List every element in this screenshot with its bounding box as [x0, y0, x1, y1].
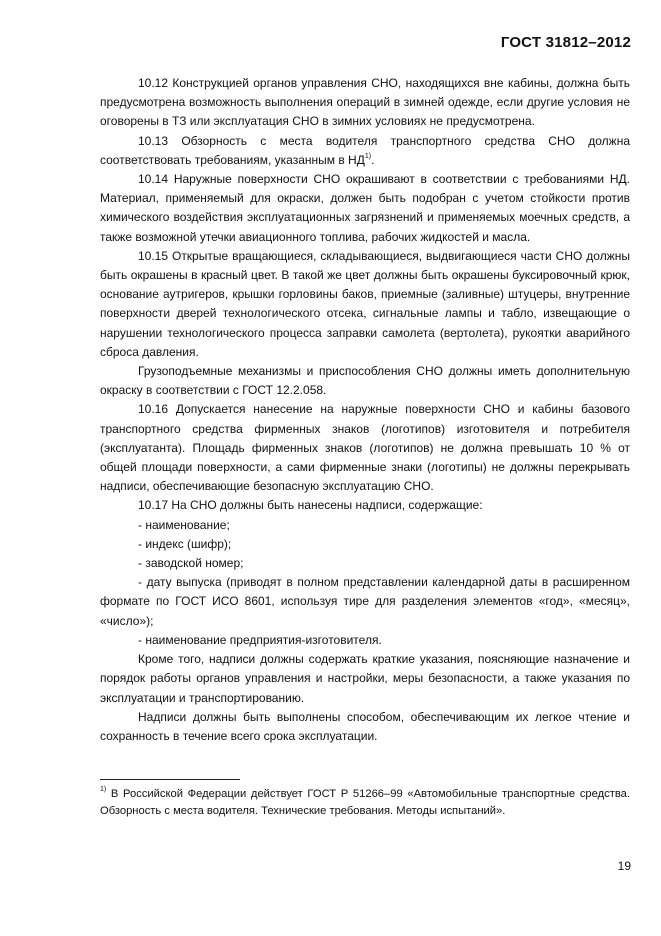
list-item-name: - наименование;: [138, 517, 230, 532]
footnote-reference: 1): [364, 152, 372, 160]
paragraph-10-12: 10.12 Конструкцией органов управления СНО, находящихся вне кабины, должна быть предусмотрена возможность выполнения операций в зимней одежде, если другие условия не оговорены в ТЗ или эксплуатация СНО в зимних условиях не предусмотрена.: [100, 76, 630, 129]
list-item-index: - индекс (шифр);: [138, 536, 232, 551]
paragraph-10-15: 10.15 Открытые вращающиеся, складывающиеся, выдвигающиеся части СНО должны быть окрашены в красный цвет. В такой же цвет должны быть окрашены буксировочный крюк, основание аутригеров, крышки горловины баков, приемные (заливные) штуцеры, внутренние поверхности дверей технологического отсека, сигнальные лампы и табло, извещающие о нарушении технологического процесса заправки самолета (вертолета), рукоятки аварийного сброса давления.: [100, 248, 630, 359]
page-number: 19: [617, 859, 631, 873]
footnote-marker: 1): [100, 786, 107, 794]
paragraph-10-14: 10.14 Наружные поверхности СНО окрашивают в соответствии с требованиями НД. Материал, применяемый для окраски, должен быть подобран с учетом стойкости против химического воздействия эксплуатационных загрязнений и применяемых моечных средств, а также возможной утечки авиационного топлива, рабочих жидкостей и масла.: [100, 172, 630, 244]
paragraph-brief-instructions: Кроме того, надписи должны содержать краткие указания, поясняющие назначение и порядок работы органов управления и настройки, меры безопасности, а также указания по эксплуатации и транспортированию.: [100, 652, 630, 705]
paragraph-10-17: 10.17 На СНО должны быть нанесены надписи, содержащие:: [138, 498, 483, 513]
paragraph-10-13-text: 10.13 Обзорность с места водителя транспортного средства СНО должна соответствовать требованиям, указанным в НД: [100, 133, 630, 167]
document-body: [100, 74, 630, 746]
paragraph-lifting-mechanisms: Грузоподъемные механизмы и приспособления СНО должны иметь дополнительную окраску в соответствии с ГОСТ 12.2.058.: [100, 364, 630, 398]
footnote: [100, 786, 630, 820]
paragraph-10-16: 10.16 Допускается нанесение на наружные поверхности СНО и кабины базового транспортного средства фирменных знаков (логотипов) изготовителя и потребителя (эксплуатанта). Площадь фирменных знаков (логотипов) не должна превышать 10 % от общей площади поверхности, а сами фирменные знаки (логотипы) не должны перекрывать надписи, обеспечивающие безопасную эксплуатацию СНО.: [100, 402, 630, 494]
list-item-serial: - заводской номер;: [138, 556, 244, 571]
footnote-text: В Российской Федерации действует ГОСТ Р 51266–99 «Автомобильные транспортные средства. Обзорность с места водителя. Технические требования. Методы испытаний».: [100, 788, 630, 817]
document-header-title: ГОСТ 31812–2012: [500, 34, 631, 51]
paragraph-10-13: [100, 132, 630, 170]
list-item-manufacturer: - наименование предприятия-изготовителя.: [138, 632, 382, 647]
paragraph-10-13-end: .: [371, 152, 375, 167]
list-item-date: - дату выпуска (приводят в полном представлении календарной даты в расширенном формате по ГОСТ ИСО 8601, используя тире для разделения элементов «год», «месяц», «число»);: [100, 575, 630, 628]
paragraph-execution: Надписи должны быть выполнены способом, обеспечивающим их легкое чтение и сохранность в течение всего срока эксплуатации.: [100, 709, 630, 743]
footnote-divider: [100, 779, 240, 780]
